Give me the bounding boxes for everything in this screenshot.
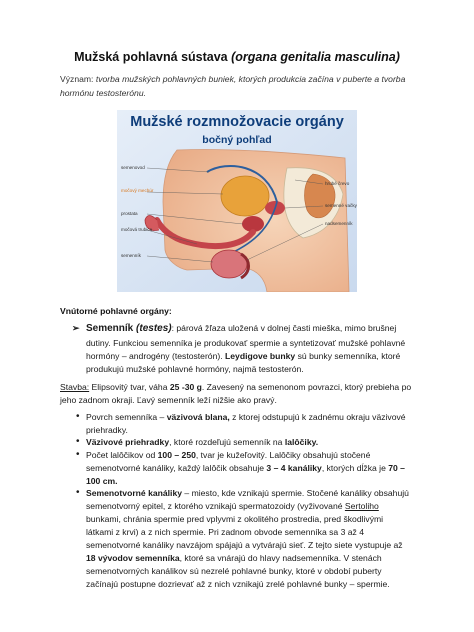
bullet-dot: • [76, 436, 80, 447]
b4-l2-a: semenotvorný epitel, z ktorého vznikajú spermatozoidy (vyživované [86, 501, 345, 511]
b4-l6-a: 18 vývodov semenníka [86, 553, 180, 563]
label-mocova-trubica: močová trubica [121, 227, 153, 232]
label-prostata: prostata [121, 211, 138, 216]
figure-subtitle: bočný pohľad [202, 134, 272, 146]
title-latin: (organa genitalia masculina) [231, 50, 400, 64]
arrow-bullet-icon: ➢ [72, 323, 80, 333]
structure-text-a: Elipsovitý tvar, váha [89, 382, 170, 392]
bullet-dot: • [76, 449, 80, 460]
b3-c: , tvar je kužeľovitý. Lalôčiky obsahujú stočené [195, 450, 371, 460]
b3-l2-c: , ktorých dĺžka je [321, 463, 389, 473]
b3-l2-b: 3 – 4 kanáliky [266, 463, 322, 473]
label-mocovy-mechur: močový mechúr [121, 188, 154, 193]
testis-line-4: produkujú mužské pohlavné hormóny, najmä testosterón. [86, 364, 304, 374]
testis-line-3 [86, 350, 422, 363]
b3-l3: 100 cm. [86, 476, 118, 486]
b4-b: – miesto, kde vznikajú spermie. Stočené kanáliky obsahujú [182, 488, 409, 498]
testis-line1-text: : párová žľaza uložená v dolnej časti mieška, mimo brušnej [171, 323, 397, 333]
bullet3-line-1 [86, 449, 422, 462]
b2-a: Väzivové priehradky [86, 437, 170, 447]
leydig-cells: Leydigove bunky [225, 351, 296, 361]
bullet2-line-1 [86, 436, 422, 449]
bullet3-line-2 [86, 462, 422, 475]
testis-line-2: dutiny. Funkciou semenníka je produkovať spermie a syntetizovať mužské pohlavné [86, 338, 406, 348]
testis-latin: (testes) [136, 323, 172, 334]
b4-l2-b: Sertoliho [344, 501, 379, 511]
figure-title: Mužské rozmnožovacie orgány [130, 114, 344, 130]
label-semenne-vacky: semenné vačky [325, 203, 357, 208]
structure-weight: 25 -30 g [169, 382, 202, 392]
label-semennik: semenník [121, 253, 141, 258]
testis-line3-a: hormóny – androgény (testosterón). [86, 351, 226, 361]
label-nadsemennik: nadsemenník [325, 221, 353, 226]
bullet4-line-1 [86, 487, 422, 500]
b4-l6-b: , ktoré sa vnárajú do hlavy nadsemenníka. V stenách [179, 553, 382, 563]
b4-a: Semenotvorné kanáliky [86, 488, 183, 498]
bullet4-line-4: látkami z krvi) a z nich spermie. Pri zadnom obvode semenníka sa 3 až 4 [86, 527, 364, 537]
testis-line-1 [86, 322, 422, 335]
section-heading: Vnútorné pohlavné orgány: [60, 306, 172, 316]
b1-c: z ktorej odstupujú k zadnému okraju väzivové [229, 412, 406, 422]
bullet-dot: • [76, 487, 80, 498]
b3-l2-d: 70 – [388, 463, 405, 473]
bullet1-line-1 [86, 411, 422, 424]
b3-b: 100 – 250 [157, 450, 196, 460]
b1-a: Povrch semenníka – [86, 412, 167, 422]
label-semenovod: semenovod [121, 165, 145, 170]
bullet-dot: • [76, 411, 80, 422]
purpose-prefix: Význam: [60, 74, 96, 84]
b2-c: lalôčiky. [284, 437, 319, 447]
bullet4-line-2 [86, 500, 422, 513]
purpose-text: tvorba mužských pohlavných buniek, ktorých produkcia začína v puberte a tvorba hormónu testosterónu. [60, 74, 406, 98]
page-title [0, 50, 474, 64]
bullet4-line-6 [86, 552, 422, 565]
b2-b: , ktoré rozdeľujú semenník na [169, 437, 285, 447]
bullet4-line-8: začínajú postupne dozrievať až z nich vznikajú zrelé pohlavné bunky – spermie. [86, 579, 390, 589]
b3-a: Počet lalôčikov od [86, 450, 158, 460]
structure-line-2: jeho zadnom okraji. Ľavý semenník leží nižšie ako pravý. [60, 395, 277, 405]
bullet1-line-2: priehradky. [86, 425, 128, 435]
bullet4-line-3: bunkami, chránia spermie pred vplyvmi z okolitého prostredia, pred škodlivými [86, 514, 384, 524]
b3-l2-a: semenotvorné kanáliky, každý lalôčik obsahuje [86, 463, 267, 473]
structure-text-c: . Zavesený na semenonom povrazci, ktorý prebieha po [201, 382, 412, 392]
structure-line-1 [60, 381, 422, 394]
title-main: Mužská pohlavná sústava [74, 50, 232, 64]
bullet4-line-5: semenotvorné kanáliky navzájom spájajú a vytvárajú sieť. Z tejto siete vystupuje až [86, 540, 403, 550]
anatomy-figure [117, 110, 357, 292]
b1-b: väzivová blana, [166, 412, 230, 422]
testis-line3-c: sú bunky semenníka, ktoré [295, 351, 401, 361]
label-hrube-crevo: hrubé črevo [325, 181, 350, 186]
purpose-paragraph [60, 72, 420, 100]
structure-label: Stavba: [60, 382, 90, 392]
testis-name: Semenník [86, 323, 137, 334]
bullet4-line-7: semenotvorných kanálikov sú nezrelé pohlavné bunky, ktoré v období puberty [86, 566, 382, 576]
